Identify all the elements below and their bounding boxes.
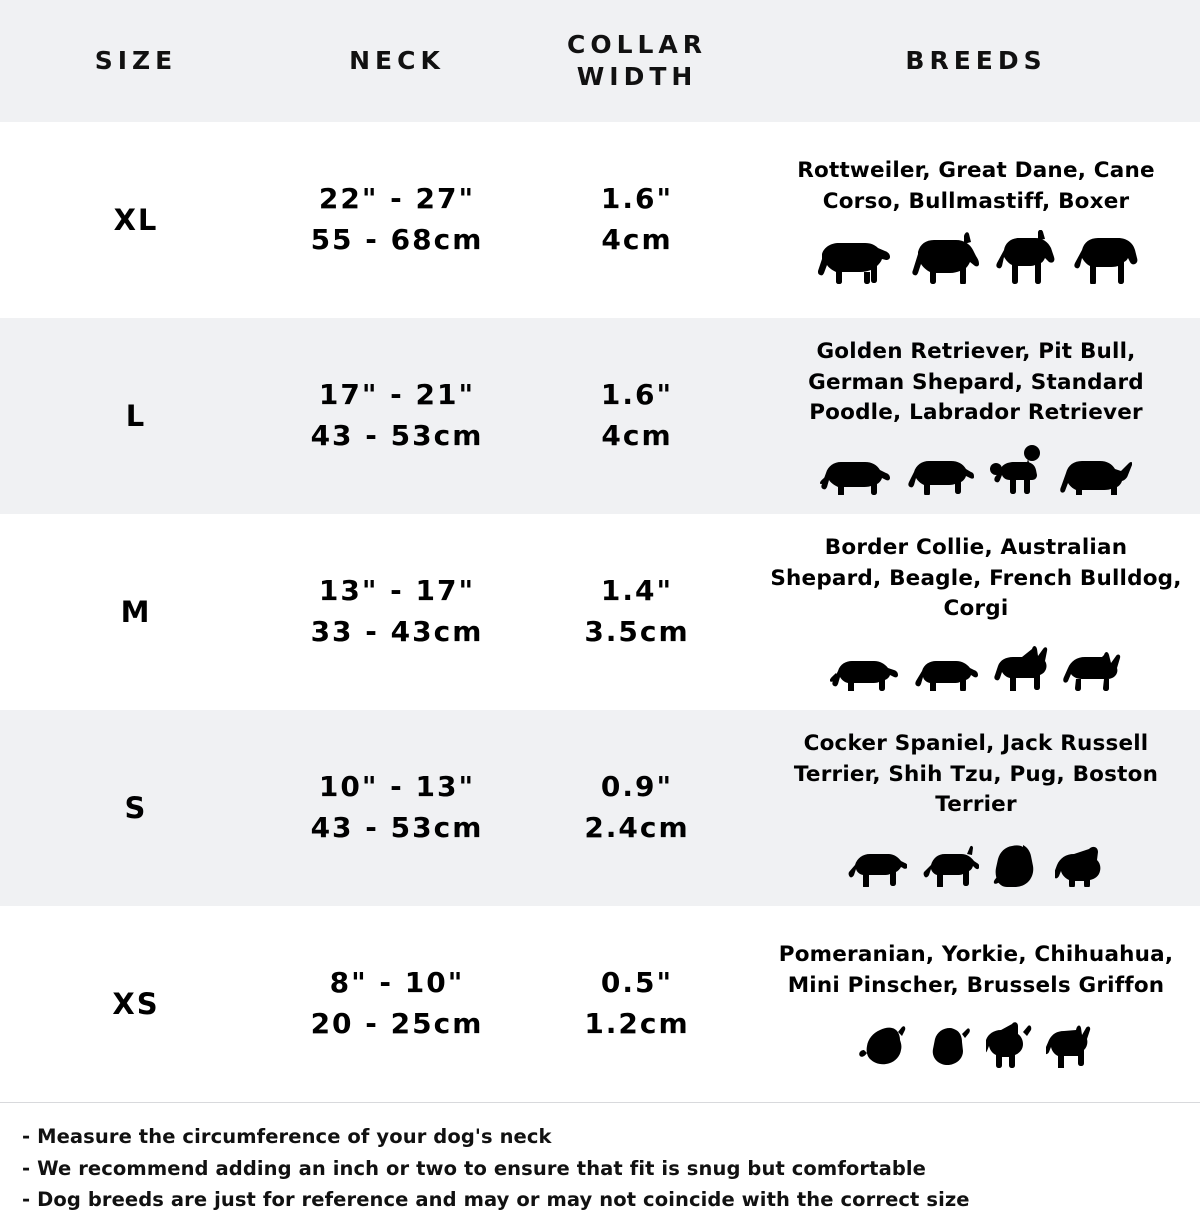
- row-collar-width-cell: [522, 122, 752, 318]
- bullmastiff-silhouette: [1070, 230, 1138, 284]
- beagle-silhouette: [914, 649, 980, 691]
- collar-width-cm: 4cm: [601, 223, 673, 256]
- breed-silhouettes: [814, 226, 1138, 284]
- collar-width-inches: 0.9": [600, 770, 674, 804]
- neck-cm: 43 - 53cm: [310, 419, 484, 452]
- cane-corso-silhouette: [994, 230, 1056, 284]
- row-collar-width-cell: [522, 318, 752, 514]
- yorkie-silhouette: [924, 1024, 972, 1068]
- collar-width-cm: 3.5cm: [584, 615, 690, 648]
- great-dane-silhouette: [906, 230, 980, 284]
- header-label-collar-line1: COLLAR: [566, 29, 708, 59]
- row-breeds-cell: [752, 906, 1200, 1102]
- table-row: [0, 122, 1200, 318]
- table-header-row: [0, 0, 1200, 122]
- neck-inches: 17" - 21": [318, 378, 476, 412]
- pomeranian-silhouette: [858, 1024, 910, 1068]
- row-neck-cell: [272, 122, 522, 318]
- row-size-cell: [0, 122, 272, 318]
- neck-cm: 43 - 53cm: [310, 811, 484, 844]
- collar-width-inches: 1.6": [600, 182, 674, 216]
- labrador-silhouette: [906, 451, 974, 495]
- jack-russell-silhouette: [921, 843, 979, 887]
- breed-list: Rottweiler, Great Dane, Cane Corso, Bullmastiff, Boxer: [797, 158, 1155, 214]
- note-item: - Dog breeds are just for reference and may or may not coincide with the correct size: [22, 1188, 970, 1212]
- row-neck-cell: [272, 906, 522, 1102]
- breed-silhouettes: [830, 633, 1122, 691]
- row-collar-width-cell: [522, 906, 752, 1102]
- header-label-collar-line2: WIDTH: [576, 62, 698, 91]
- chihuahua-silhouette: [986, 1022, 1032, 1068]
- neck-inches: 10" - 13": [318, 770, 476, 804]
- cocker-spaniel-silhouette: [845, 843, 907, 887]
- german-shepherd-silhouette: [1058, 449, 1132, 495]
- collar-width-cm: 1.2cm: [584, 1007, 690, 1040]
- neck-cm: 33 - 43cm: [310, 615, 484, 648]
- neck-cm: 55 - 68cm: [310, 223, 484, 256]
- row-neck-cell: [272, 710, 522, 906]
- table-row: [0, 318, 1200, 514]
- header-label-neck: NECK: [349, 45, 445, 75]
- collar-width-inches: 1.4": [600, 574, 674, 608]
- poodle-silhouette: [988, 443, 1044, 495]
- row-collar-width-cell: [522, 514, 752, 710]
- row-breeds-cell: [752, 122, 1200, 318]
- header-cell-breeds: [752, 0, 1200, 122]
- neck-inches: 8" - 10": [329, 966, 465, 1000]
- row-size-cell: [0, 318, 272, 514]
- golden-retriever-silhouette: [820, 451, 892, 495]
- breed-silhouettes: [845, 829, 1107, 887]
- border-collie-silhouette: [830, 649, 900, 691]
- mini-pinscher-silhouette: [1046, 1022, 1094, 1068]
- breed-silhouettes: [858, 1010, 1094, 1068]
- size-label: XS: [112, 987, 160, 1021]
- row-size-cell: [0, 514, 272, 710]
- breed-list: Cocker Spaniel, Jack Russell Terrier, Shih Tzu, Pug, Boston Terrier: [793, 731, 1159, 818]
- header-label-breeds: BREEDS: [905, 45, 1047, 75]
- pug-silhouette: [1055, 843, 1107, 887]
- neck-cm: 20 - 25cm: [310, 1007, 484, 1040]
- row-breeds-cell: [752, 710, 1200, 906]
- collar-width-cm: 4cm: [601, 419, 673, 452]
- row-neck-cell: [272, 514, 522, 710]
- size-label: L: [125, 399, 147, 433]
- collar-width-inches: 1.6": [600, 378, 674, 412]
- size-label: M: [120, 595, 152, 629]
- neck-inches: 22" - 27": [318, 182, 476, 216]
- row-neck-cell: [272, 318, 522, 514]
- size-label: XL: [113, 203, 159, 237]
- french-bulldog-silhouette: [994, 645, 1048, 691]
- collar-width-cm: 2.4cm: [584, 811, 690, 844]
- table-row: [0, 710, 1200, 906]
- row-size-cell: [0, 906, 272, 1102]
- note-item: - We recommend adding an inch or two to ensure that fit is snug but comfortable: [22, 1156, 926, 1180]
- row-breeds-cell: [752, 318, 1200, 514]
- breed-silhouettes: [820, 437, 1132, 495]
- collar-width-inches: 0.5": [600, 966, 674, 1000]
- notes-section: [0, 1102, 1200, 1216]
- breed-list: Border Collie, Australian Shepard, Beagle, French Bulldog, Corgi: [770, 535, 1182, 622]
- corgi-silhouette: [1062, 649, 1122, 691]
- row-breeds-cell: [752, 514, 1200, 710]
- row-size-cell: [0, 710, 272, 906]
- shih-tzu-silhouette: [993, 841, 1041, 887]
- rottweiler-silhouette: [814, 234, 892, 284]
- table-row: [0, 514, 1200, 710]
- neck-inches: 13" - 17": [318, 574, 476, 608]
- row-collar-width-cell: [522, 710, 752, 906]
- breed-list: Golden Retriever, Pit Bull, German Shepard, Standard Poodle, Labrador Retriever: [808, 339, 1144, 426]
- header-cell-neck: [272, 0, 522, 122]
- table-row: [0, 906, 1200, 1102]
- note-item: - Measure the circumference of your dog's neck: [22, 1125, 552, 1148]
- header-cell-size: [0, 0, 272, 122]
- header-label-size: SIZE: [94, 45, 178, 75]
- header-cell-collar-width: [522, 0, 752, 122]
- size-label: S: [124, 791, 148, 825]
- breed-list: Pomeranian, Yorkie, Chihuahua, Mini Pinscher, Brussels Griffon: [778, 942, 1174, 998]
